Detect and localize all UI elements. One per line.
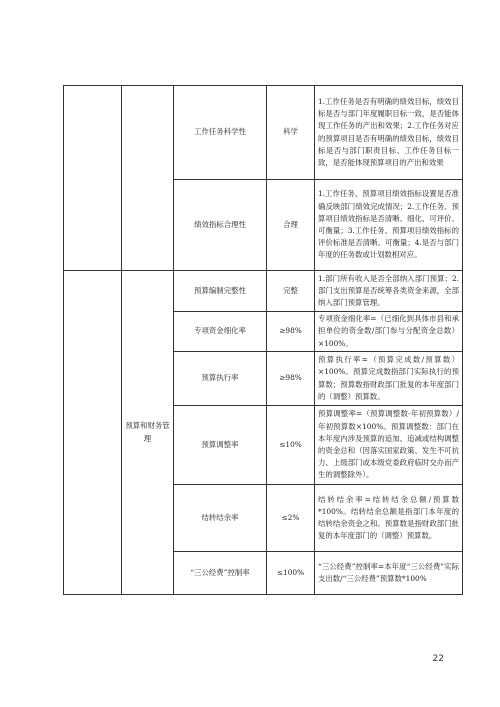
indicator-name-cell: 结转结余率	[174, 485, 267, 552]
category-cell: 预算和财务管理	[122, 271, 174, 595]
standard-cell: ≥98%	[267, 312, 315, 352]
performance-indicator-table	[63, 85, 463, 595]
indicator-name-cell: 预算调整率	[174, 406, 267, 485]
description-cell: 1.部门所有收入是否全部纳入部门预算；2.部门支出预算是否统筹各类资金来源，全部纳入部门预算管理。	[315, 271, 463, 312]
standard-cell: 合理	[267, 180, 315, 271]
table-row	[64, 271, 463, 312]
standard-cell: ≤10%	[267, 406, 315, 485]
level1-cell	[64, 86, 122, 271]
standard-cell: ≤100%	[267, 552, 315, 595]
indicator-name-cell: 工作任务科学性	[174, 86, 267, 180]
indicator-name-cell: 预算编制完整性	[174, 271, 267, 312]
level1-cell	[64, 271, 122, 595]
indicator-name-cell: “三公经费”控制率	[174, 552, 267, 595]
description-cell: 预算调整率=（预算调整数-年初预算数）/年初预算数×100%。预算调整数：部门在本年度内涉及预算的追加、追减或结构调整的资金总和（因落实国家政策、发生不可抗力、上级部门或本级党委政府临时交办而产生的调整除外）。	[315, 406, 463, 485]
page-number: 22	[432, 654, 444, 664]
level2-cell	[122, 86, 174, 271]
standard-cell: ≤2%	[267, 485, 315, 552]
indicator-name-cell: 绩效指标合理性	[174, 180, 267, 271]
description-cell: 1.工作任务、预算项目绩效指标设置是否准确反映部门绩效完成情况；2.工作任务、预算项目绩效指标是否清晰、细化、可评价、可衡量；3.工作任务、预算项目绩效指标的评价标准是否清晰、可衡量；4.是否与部门年度的任务数或计划数相对应。	[315, 180, 463, 271]
description-cell: 1.工作任务是否有明确的绩效目标，绩效目标是否与部门年度履职目标一致，是否能体现工作任务的产出和效果；2.工作任务对应的预算项目是否有明确的绩效目标，绩效目标是否与部门职责目标、工作任务目标一致，是否能体现预算项目的产出和效果	[315, 86, 463, 180]
indicator-name-cell: 预算执行率	[174, 352, 267, 406]
standard-cell: 完整	[267, 271, 315, 312]
standard-cell: ≥98%	[267, 352, 315, 406]
indicator-name-cell: 专项资金细化率	[174, 312, 267, 352]
description-cell: 专项资金细化率=（已细化到具体市县和承担单位的资金数/部门参与分配资金总数）×100%。	[315, 312, 463, 352]
table-row	[64, 86, 463, 180]
description-cell: 预算执行率=（预算完成数/预算数）×100%。预算完成数指部门实际执行的预算数；预算数指财政部门批复的本年度部门的（调整）预算数。	[315, 352, 463, 406]
standard-cell: 科学	[267, 86, 315, 180]
description-cell: 结转结余率=结转结余总额/预算数*100%。结转结余总额是指部门本年度的结转结余资金之和。预算数是指财政部门批复的本年度部门的（调整）预算数。	[315, 485, 463, 552]
description-cell: “三公经费”控制率=本年度“三公经费”实际支出数/“三公经费”预算数*100%	[315, 552, 463, 595]
